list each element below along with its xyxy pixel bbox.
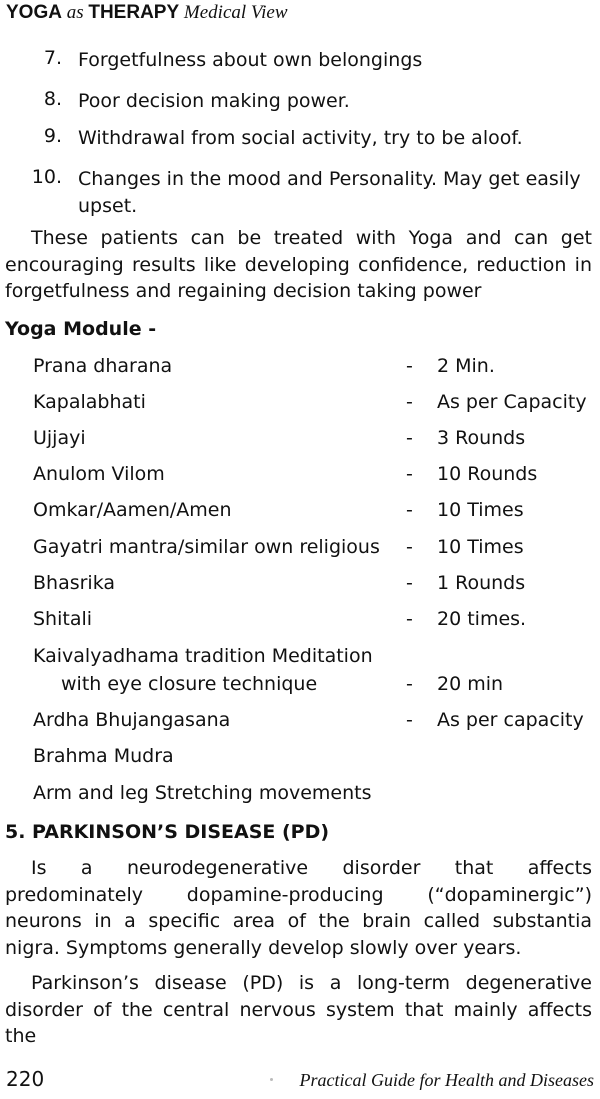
module-value: As per capacity	[437, 709, 584, 731]
paragraph-text: Is a neurodegenerative disorder that affects predominately dopamine-producing (“dopaminergic”) neurons in a specific area of the brain called substantia nigra. Symptoms generally develop slowly over years.	[5, 857, 592, 959]
section-heading: 5. PARKINSON’S DISEASE (PD)	[5, 821, 330, 843]
print-speck	[270, 1078, 273, 1081]
list-item: Withdrawal from social activity, try to be aloof.	[78, 127, 523, 149]
module-name: Kaivalyadhama tradition Meditation	[33, 645, 373, 667]
module-name: Ujjayi	[33, 427, 86, 449]
module-name: Omkar/Aamen/Amen	[33, 499, 232, 521]
list-item: Forgetfulness about own belongings	[78, 49, 423, 71]
module-heading: Yoga Module -	[5, 318, 157, 340]
list-number: 7.	[43, 47, 62, 69]
module-dash: -	[406, 391, 413, 413]
module-value: 10 Times	[437, 536, 524, 558]
header-as: as	[66, 2, 84, 23]
list-item: Changes in the mood and Personality. May get easily upset.	[78, 168, 581, 217]
module-name: Shitali	[33, 608, 93, 630]
module-dash: -	[406, 463, 413, 485]
module-dash: -	[406, 536, 413, 558]
header-medical-view: Medical View	[183, 2, 288, 23]
paragraph-parkinsons-description	[5, 970, 592, 1050]
module-value: 20 times.	[437, 608, 527, 630]
module-name: Kapalabhati	[33, 391, 146, 413]
module-value: 10 Rounds	[437, 463, 538, 485]
running-footer-title: Practical Guide for Health and Diseases	[299, 1070, 594, 1090]
module-value: 3 Rounds	[437, 427, 526, 449]
module-dash: -	[406, 572, 413, 594]
paragraph-text: Parkinson’s disease (PD) is a long-term degenerative disorder of the central nervous system that mainly affects the	[5, 972, 592, 1047]
module-dash: -	[406, 608, 413, 630]
list-number: 8.	[43, 88, 62, 110]
module-dash: -	[406, 427, 413, 449]
header-therapy: THERAPY	[88, 2, 180, 23]
header-yoga: YOGA	[6, 2, 62, 23]
module-name: Anulom Vilom	[33, 463, 165, 485]
list-item: Poor decision making power.	[78, 90, 350, 112]
module-name: Arm and leg Stretching movements	[33, 782, 372, 804]
module-dash: -	[406, 355, 413, 377]
module-dash: -	[406, 673, 413, 695]
module-name-continued: with eye closure technique	[61, 673, 318, 695]
page-number: 220	[6, 1067, 45, 1091]
paragraph-treatment	[5, 225, 592, 305]
paragraph-parkinsons-definition	[5, 855, 592, 961]
running-header	[6, 2, 288, 24]
module-name: Brahma Mudra	[33, 745, 174, 767]
module-name: Bhasrika	[33, 572, 116, 594]
list-number: 9.	[43, 125, 62, 147]
module-name: Ardha Bhujangasana	[33, 709, 231, 731]
module-value: 2 Min.	[437, 355, 495, 377]
module-dash: -	[406, 709, 413, 731]
module-name: Gayatri mantra/similar own religious	[33, 536, 380, 558]
module-name: Prana dharana	[33, 355, 173, 377]
module-value: 10 Times	[437, 499, 524, 521]
paragraph-text: These patients can be treated with Yoga and can get encouraging results like developing confidence, reduction in forgetfulness and regaining decision taking power	[5, 227, 592, 302]
module-value: 1 Rounds	[437, 572, 526, 594]
module-value: 20 min	[437, 673, 504, 695]
list-number: 10.	[31, 166, 62, 188]
module-value: As per Capacity	[437, 391, 587, 413]
module-dash: -	[406, 499, 413, 521]
